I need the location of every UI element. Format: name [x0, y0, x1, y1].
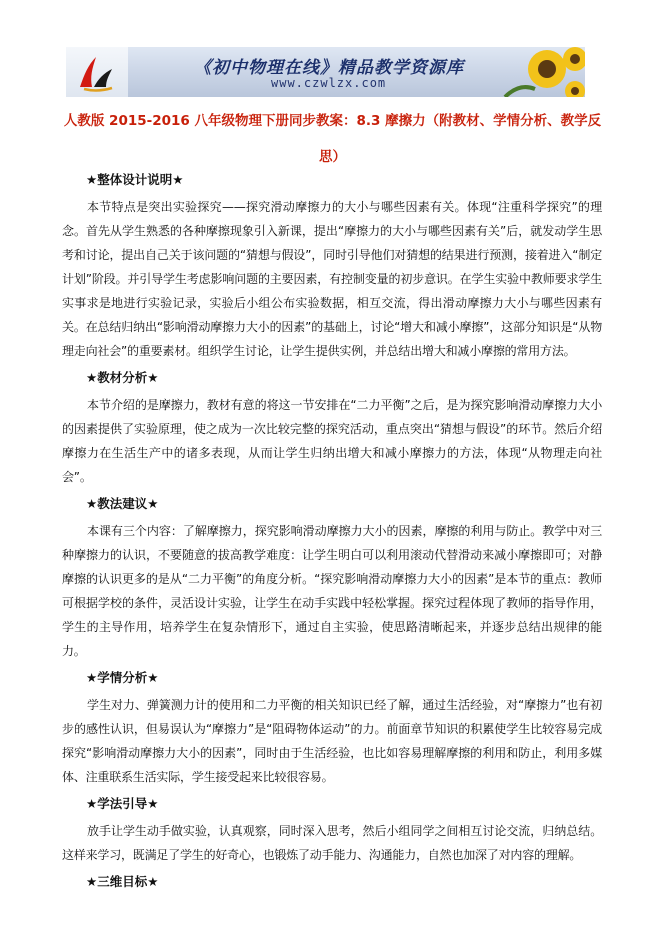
sunflower-decoration-icon: [475, 47, 585, 97]
site-logo: [66, 47, 128, 97]
section-paragraph: 本课有三个内容：了解摩擦力，探究影响滑动摩擦力大小的因素，摩擦的利用与防止。教学中对三种摩擦力的认识，不要随意的拔高教学难度：让学生明白可以利用滚动代替滑动来减小摩擦即可；对静摩擦的认识更多的是从“二力平衡”的角度分析。“探究影响滑动摩擦力大小的因素”是本节的重点：教师可根据学校的条件，灵活设计实验，让学生在动手实践中轻松掌握。探究过程体现了教师的指导作用，学生的主导作用，培养学生在复杂情形下，通过自主实验，使思路清晰起来，并逐步总结出规律的能力。: [62, 524, 602, 658]
section-teaching-suggestions: [62, 495, 602, 663]
section-paragraph: 本节介绍的是摩擦力，教材有意的将这一节安排在“二力平衡”之后，是为探究影响滑动摩擦力大小的因素提供了实验原理，使之成为一次比较完整的探究活动，重点突出“猜想与假设”的环节。然后介绍摩擦力在生活生产中的诸多表现，从而让学生归纳出增大和减小摩擦力的方法，体现“从物理走向社会”。: [62, 398, 602, 484]
document-body: [62, 171, 602, 897]
logo-icon: [74, 51, 118, 93]
section-three-dimensional-goals: [62, 873, 602, 891]
section-heading: ★教法建议★: [86, 496, 159, 511]
section-heading: ★学法引导★: [86, 796, 159, 811]
section-paragraph: 本节特点是突出实验探究——探究滑动摩擦力的大小与哪些因素有关。体现“注重科学探究”的理念。首先从学生熟悉的各种摩擦现象引入新课，提出“摩擦力的大小与哪些因素有关”后，就发动学生思考和讨论，提出自己关于该问题的“猜想与假设”，同时引导他们对猜想的结果进行预测，接着进入“制定计划”阶段。并引导学生考虑影响问题的主要因素，有控制变量的初步意识。在学生实验中教师要求学生实事求是地进行实验记录，实验后小组公布实验数据，相互交流，得出滑动摩擦力大小与哪些因素有关。在总结归纳出“影响滑动摩擦力大小的因素”的基础上，讨论“增大和减小摩擦”，这部分知识是“从物理走向社会”的重要素材。组织学生讨论，让学生提供实例，并总结出增大和减小摩擦的常用方法。: [62, 200, 602, 358]
section-paragraph: 放手让学生动手做实验，认真观察，同时深入思考，然后小组同学之间相互讨论交流，归纳总结。这样来学习，既满足了学生的好奇心，也锻炼了动手能力、沟通能力，自然也加深了对内容的理解。: [62, 824, 602, 862]
site-url[interactable]: www.czwlzx.com: [271, 76, 387, 90]
site-title: 《初中物理在线》精品教学资源库: [194, 58, 464, 78]
section-overall-design: [62, 171, 602, 363]
section-learner-analysis: [62, 669, 602, 789]
section-learning-guidance: [62, 795, 602, 867]
section-paragraph: 学生对力、弹簧测力计的使用和二力平衡的相关知识已经了解，通过生活经验，对“摩擦力”也有初步的感性认识，但易误认为“摩擦力”是“阻碍物体运动”的力。前面章节知识的积累使学生比较容易完成探究“影响滑动摩擦力大小的因素”，同时由于生活经验，也比如容易理解摩擦的利用和防止，利用多媒体、注重联系生活实际，学生接受起来比较很容易。: [62, 698, 602, 784]
document-title: 人教版 2015-2016 八年级物理下册同步教案：8.3 摩擦力（附教材、学情分析、教学反思）: [63, 113, 602, 165]
section-textbook-analysis: [62, 369, 602, 489]
section-heading: ★教材分析★: [86, 370, 159, 385]
header-banner: [66, 47, 585, 97]
section-heading: ★三维目标★: [86, 874, 159, 889]
section-heading: ★学情分析★: [86, 670, 159, 685]
section-heading: ★整体设计说明★: [86, 172, 184, 187]
